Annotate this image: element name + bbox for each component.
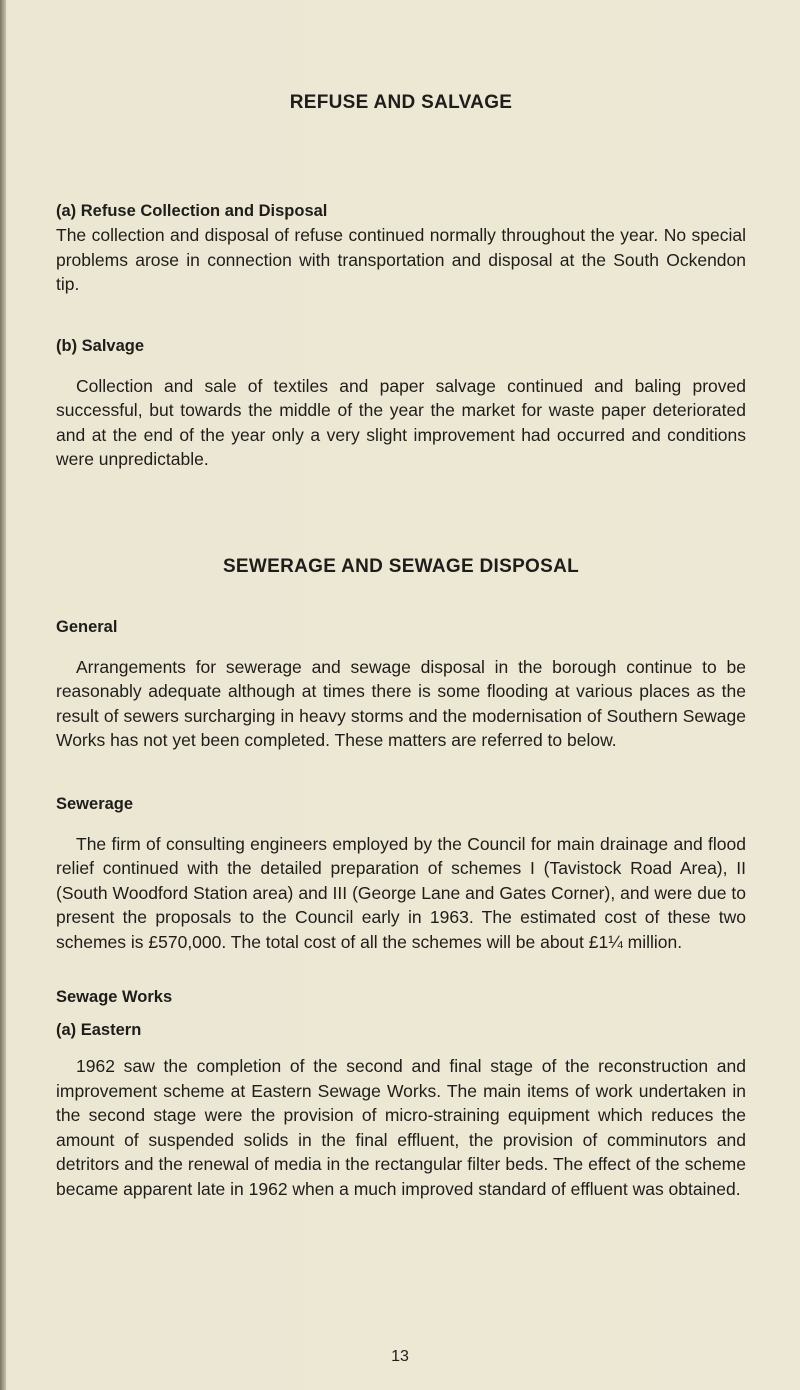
- page-content: [56, 92, 746, 1201]
- paragraph-refuse-collection: The collection and disposal of refuse continued normally throughout the year. No special problems arose in connection with transportation and disposal at the South Ockendon tip.: [56, 225, 746, 294]
- heading-eastern: (a) Eastern: [56, 1021, 142, 1039]
- section-title-sewerage: SEWERAGE AND SEWAGE DISPOSAL: [222, 555, 580, 577]
- paragraph-general: Arrangements for sewerage and sewage disposal in the borough continue to be reasonably adequate although at times there is some flooding at various places as the result of sewers surcharging in heavy storms and the modernisation of Southern Sewage Works has not yet been completed. These matters are referred to below.: [56, 656, 746, 750]
- paragraph-sewerage: The firm of consulting engineers employed by the Council for main drainage and flood relief continued with the detailed preparation of schemes I (Tavistock Road Area), II (South Woodford Station area) and III (George Lane and Gates Corner), and were due to present the proposals to the Council early in 1963. The estimated cost of these two schemes is £570,000. The total cost of all the schemes will be about £1¼ million.: [56, 833, 746, 952]
- heading-salvage: (b) Salvage: [56, 336, 145, 355]
- heading-sewerage: Sewerage: [56, 794, 134, 813]
- section-title-refuse: REFUSE AND SALVAGE: [289, 92, 513, 113]
- heading-refuse-collection: (a) Refuse Collection and Disposal: [56, 202, 328, 220]
- heading-sewage-works: Sewage Works: [56, 988, 173, 1006]
- page-number: 13: [391, 1348, 409, 1365]
- heading-general: General: [56, 617, 118, 636]
- paragraph-salvage: Collection and sale of textiles and paper salvage continued and baling proved successful, but towards the middle of the year the market for waste paper deteriorated and at the end of the year only a very slight improvement had occurred and conditions were unpredictable.: [56, 375, 746, 469]
- book-spine-shadow: [0, 0, 6, 1390]
- paragraph-eastern: 1962 saw the completion of the second and final stage of the reconstruction and improvement scheme at Eastern Sewage Works. The main items of work undertaken in the second stage were the provision of micro-straining equipment which reduces the amount of suspended solids in the final effluent, the provision of comminutors and detritors and the renewal of media in the rectangular filter beds. The effect of the scheme became apparent late in 1962 when a much improved standard of effluent was obtained.: [56, 1056, 746, 1199]
